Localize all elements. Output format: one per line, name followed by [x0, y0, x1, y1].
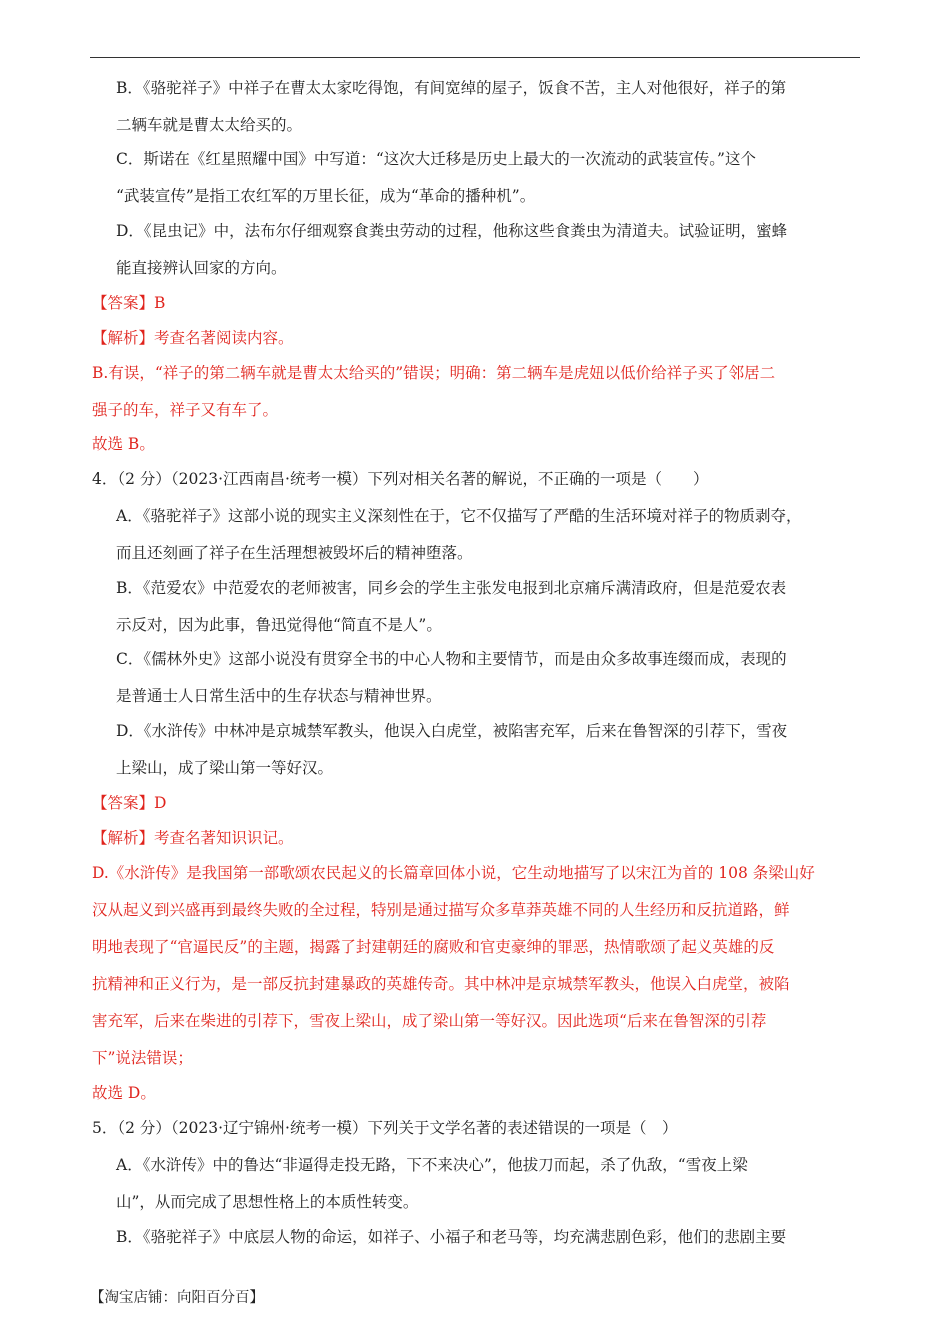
q4-explain-line4: 抗精神和正义行为，是一部反抗封建暴政的英雄传奇。其中林冲是京城禁军教头，他误入白虎堂，被陷 [92, 975, 790, 993]
q4-option-c-line2: 是普通士人日常生活中的生存状态与精神世界。 [116, 687, 442, 705]
q3-answer: 【答案】B [92, 294, 166, 312]
q3-option-d-line1: D．《昆虫记》中，法布尔仔细观察食粪虫劳动的过程，他称这些食粪虫为清道夫。试验证明，蜜蜂 [116, 222, 788, 240]
q4-choose: 故选 D。 [92, 1084, 156, 1102]
q4-explain-line1: D.《水浒传》是我国第一部歌颂农民起义的长篇章回体小说，它生动地描写了以宋江为首的 108 条梁山好 [92, 864, 815, 882]
q4-option-a-line1: A．《骆驼祥子》这部小说的现实主义深刻性在于，它不仅描写了严酷的生活环境对祥子的物质剥夺， [116, 507, 802, 525]
q4-option-d-line2: 上梁山，成了梁山第一等好汉。 [116, 759, 334, 777]
q5-option-b-line1: B．《骆驼祥子》中底层人物的命运，如祥子、小福子和老马等，均充满悲剧色彩，他们的悲剧主要 [116, 1228, 787, 1246]
q3-analysis: 【解析】考查名著阅读内容。 [92, 329, 294, 347]
q4-explain-line5: 害充军，后来在柴进的引荐下，雪夜上梁山，成了梁山第一等好汉。因此选项“后来在鲁智深的引荐 [92, 1012, 767, 1030]
q3-explain-line1: B.有误，“祥子的第二辆车就是曹太太给买的”错误；明确：第二辆车是虎妞以低价给祥子买了邻居二 [92, 364, 776, 382]
q4-explain-line6: 下”说法错误； [92, 1049, 193, 1067]
header-rule [90, 57, 860, 58]
q4-option-a-line2: 而且还刻画了祥子在生活理想被毁坏后的精神堕落。 [116, 544, 473, 562]
q5-option-a-line2: 山”，从而完成了思想性格上的本质性转变。 [116, 1193, 419, 1211]
q3-option-c-line2: “武装宣传”是指工农红军的万里长征，成为“革命的播种机”。 [116, 187, 536, 205]
q3-explain-line2: 强子的车，祥子又有车了。 [92, 401, 279, 419]
q3-choose: 故选 B。 [92, 435, 155, 453]
q3-option-d-line2: 能直接辨认回家的方向。 [116, 259, 287, 277]
q4-option-d-line1: D．《水浒传》中林冲是京城禁军教头，他误入白虎堂，被陷害充军，后来在鲁智深的引荐下，雪夜 [116, 722, 788, 740]
q3-option-b-line1: B．《骆驼祥子》中祥子在曹太太家吃得饱，有间宽绰的屋子，饭食不苦，主人对他很好，祥子的第 [116, 79, 787, 97]
q3-option-c-line1: C．斯诺在《红星照耀中国》中写道：“这次大迁移是历史上最大的一次流动的武装宣传。”这个 [116, 150, 756, 168]
q4-analysis: 【解析】考查名著知识识记。 [92, 829, 294, 847]
q4-explain-line2: 汉从起义到兴盛再到最终失败的全过程，特别是通过描写众多草莽英雄不同的人生经历和反抗道路，鲜 [92, 901, 790, 919]
q4-answer: 【答案】D [92, 794, 167, 812]
q4-option-b-line2: 示反对，因为此事，鲁迅觉得他“简直不是人”。 [116, 616, 442, 634]
q4-option-c-line1: C．《儒林外史》这部小说没有贯穿全书的中心人物和主要情节，而是由众多故事连缀而成，表现的 [116, 650, 787, 668]
footer-shop-label: 【淘宝店铺：向阳百分百】 [90, 1290, 264, 1306]
q4-explain-line3: 明地表现了“官逼民反”的主题，揭露了封建朝廷的腐败和官吏豪绅的罪恶，热情歌颂了起义英雄的反 [92, 938, 775, 956]
q4-option-b-line1: B．《范爱农》中范爱农的老师被害，同乡会的学生主张发电报到北京痛斥满清政府，但是范爱农表 [116, 579, 787, 597]
q5-option-a-line1: A．《水浒传》中的鲁达“非逼得走投无路，下不来决心”，他拔刀而起，杀了仇敌，“雪夜上梁 [116, 1156, 748, 1174]
q3-option-b-line2: 二辆车就是曹太太给买的。 [116, 116, 303, 134]
q4-stem: 4．（2 分）（2023·江西南昌·统考一模）下列对相关名著的解说，不正确的一项是（ ） [92, 470, 709, 488]
q5-stem: 5．（2 分）（2023·辽宁锦州·统考一模）下列关于文学名著的表述错误的一项是（ ） [92, 1119, 678, 1137]
